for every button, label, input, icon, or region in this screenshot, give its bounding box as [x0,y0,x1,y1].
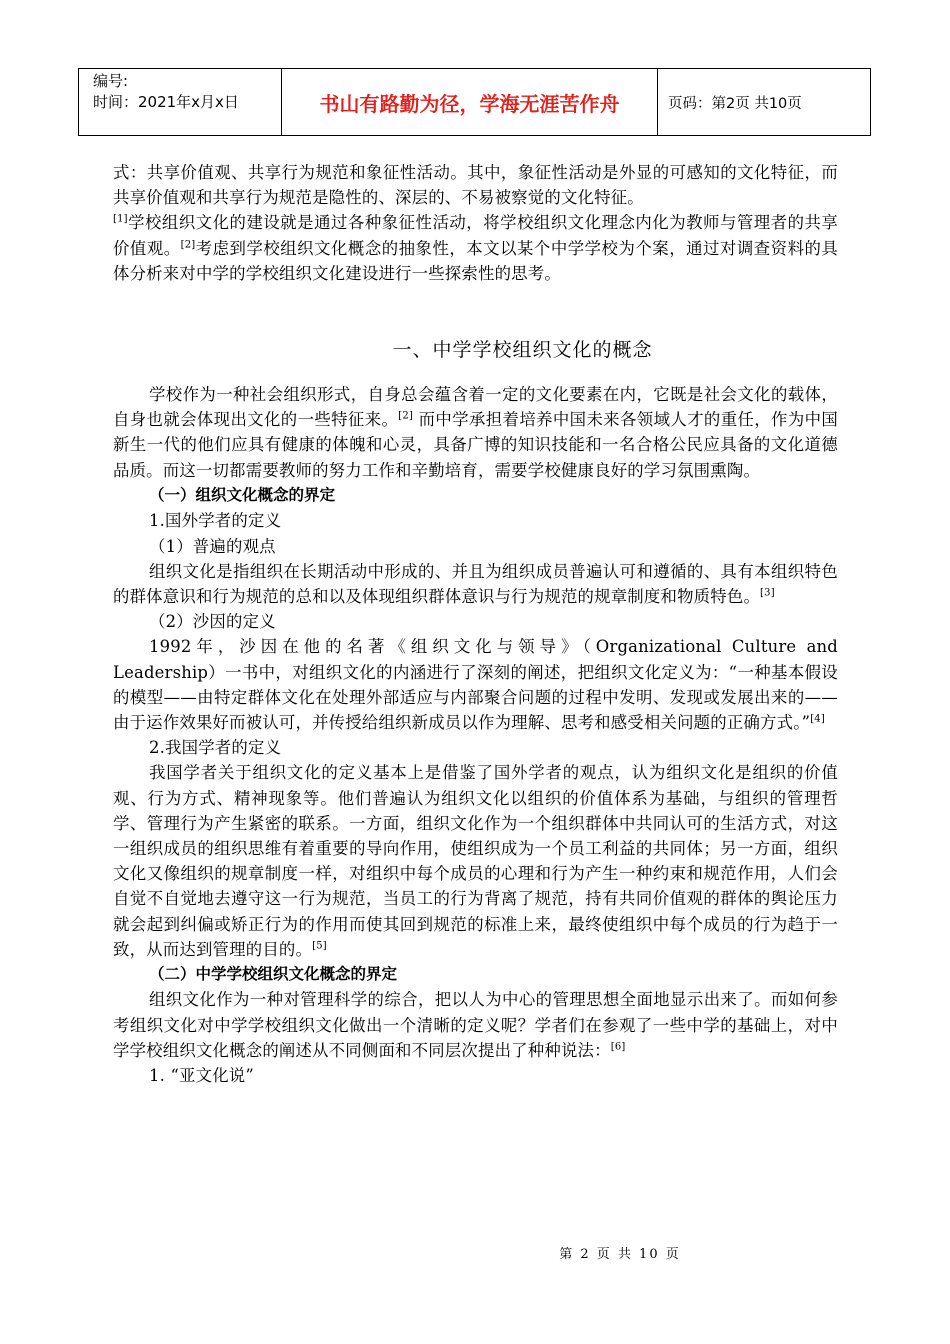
document-body [113,160,838,1088]
point-heading: （1）普遍的观点 [149,536,276,556]
paragraph [113,382,838,483]
citation: [3] [760,587,775,599]
intro-text-1: 式：共享价值观、共享行为规范和象征性活动。其中，象征性活动是外显的可感知的文化特征，而共享价值观和共享行为规范是隐性的、深层的、不易被察觉的文化特征。 [113,163,838,208]
paragraph-text: 我国学者关于组织文化的定义基本上是借鉴了国外学者的观点，认为组织文化是组织的价值观、行为方式、精神现象等。他们普遍认为组织文化以组织的价值体系为基础，与组织的管理哲学、管理行为产生紧密的联系。一方面，组织文化作为一个组织群体中共同认可的生活方式，对这一组织成员的组织思维有着重要的导向作用，使组织成为一个员工利益的共同体；另一方面，组织文化又像组织的规章制度一样，对组织中每个成员的心理和行为产生一种约束和规范作用，人们会自觉不自觉地去遵守这一行为规范，当员工的行为背离了规范，持有共同价值观的群体的舆论压力就会起到纠偏或矫正行为的作用而使其回到规范的标准上来，最终使组织中每个成员的行为趋于一致，从而达到管理的目的。 [113,763,838,959]
document-date: 时间：2021年x月x日 [93,93,239,111]
document-number-label: 编号: [93,72,129,90]
section-title: 一、中学学校组织文化的概念 [392,339,653,362]
citation: [1] [113,213,128,225]
header-page-info: 页码：第2页 共10页 [668,95,802,112]
intro-text-3: 考虑到学校组织文化概念的抽象性，本文以某个中学学校为个案，通过对调查资料的具体分析来对中学的学校组织文化建设进行一些探索性的思考。 [113,238,838,283]
intro-text-2: 学校组织文化的建设就是通过各种象征性活动，将学校组织文化理念内化为教师与管理者的共享价值观。 [113,213,838,258]
paragraph [113,760,838,962]
subsection-heading: （二）中学学校组织文化概念的界定 [149,964,398,983]
page-header [78,68,871,136]
header-motto: 书山有路勤为径，学海无涯苦作舟 [282,69,658,135]
paragraph [113,559,838,609]
page-footer: 第 2 页 共 10 页 [559,1247,681,1262]
citation: [4] [810,713,825,725]
paragraph [113,634,838,735]
citation: [2] [180,239,196,251]
paragraph-text: 组织文化作为一种对管理科学的综合，把以人为中心的管理思想全面地显示出来了。而如何参考组织文化对中学学校组织文化做出一个清晰的定义呢？学者们在参观了一些中学的基础上，对中学学校组织文化概念的阐述从不同侧面和不同层次提出了种种说法： [113,990,838,1060]
subsubsection-heading: 1.国外学者的定义 [149,511,282,531]
citation: [5] [312,940,327,952]
paragraph-text: 组织文化是指组织在长期活动中形成的、并且为组织成员普遍认可和遵循的、具有本组织特色的群体意识和行为规范的总和以及体现组织群体意识与行为规范的规章制度和物质特色。 [113,561,838,606]
subsubsection-heading: 2.我国学者的定义 [149,738,282,758]
header-meta [79,69,282,135]
citation: [6] [610,1041,626,1053]
paragraph-text: 学校作为一种社会组织形式，自身总会蕴含着一定的文化要素在内，它既是社会文化的载体，自身也就会体现出文化的一些特征来。 [113,385,838,430]
paragraph [113,987,838,1063]
subsubsection-heading: 1. “亚文化说” [149,1066,254,1086]
citation: [2] [398,410,414,422]
subsection-heading: （一）组织文化概念的界定 [149,485,336,504]
paragraph-text: 1992年，沙因在他的名著《组织文化与领导》（Organizational Culture and Leadership）一书中，对组织文化的内涵进行了深刻的阐述，把组织文化定义为：“一种基本假设的模型——由特定群体文化在处理外部适应与内部聚合问题的过程中发明、发现或发展出来的——由于运作效果好而被认可，并传授给组织新成员以作为理解、思考和感受相关问题的正确方式。” [113,637,838,732]
intro-paragraph [113,160,838,286]
paragraph-text: 而中学承担着培养中国未来各领域人才的重任，作为中国新生一代的他们应具有健康的体魄和心灵，具备广博的知识技能和一名合格公民应具备的文化道德品质。而这一切都需要教师的努力工作和辛勤培育，需要学校健康良好的学习氛围熏陶。 [113,410,838,480]
point-heading: （2）沙因的定义 [149,612,276,632]
